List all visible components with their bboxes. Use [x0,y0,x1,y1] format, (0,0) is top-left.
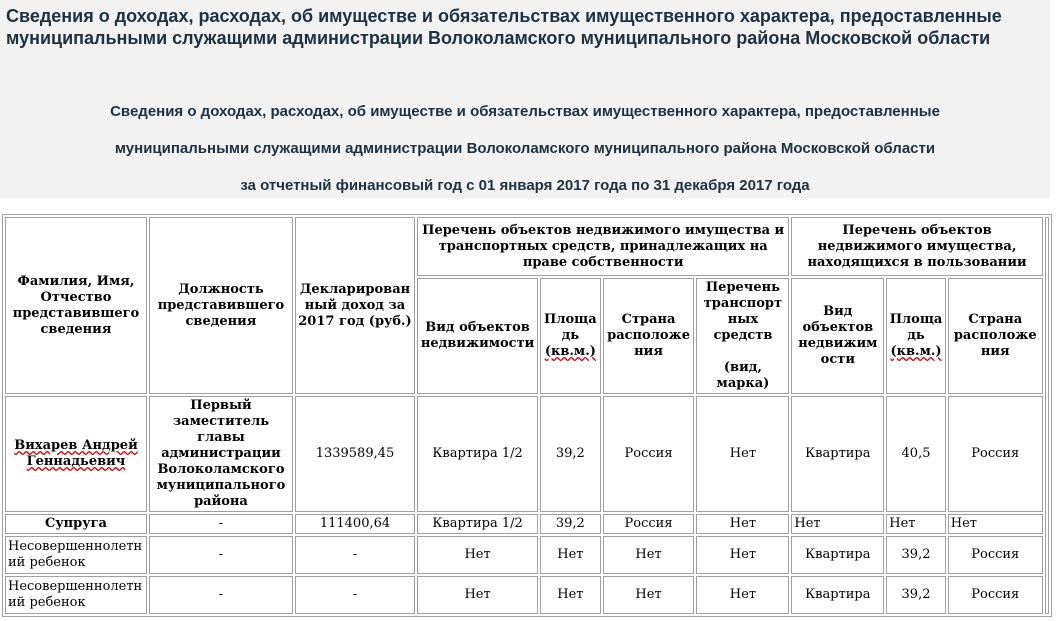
cell-owned-type: Нет [417,576,538,614]
header-owned-country: Страна расположения [603,278,695,394]
table-row [5,536,1049,574]
cell-used-area: 39,2 [886,576,945,614]
cell-owned-area: Нет [540,576,601,614]
page-title: Сведения о доходах, расходах, об имуществе и обязательствах имущественного характера, предоставленные муниципальными служащими администрации Волоколамского муниципального района Московской области [6,6,1002,48]
header-position: Должность представившего сведения [149,217,293,394]
header-row-1 [5,217,1049,276]
cell-used-country: Нет [948,514,1043,534]
cell-vehicles: Нет [696,536,789,574]
cell-name: Несовершеннолетний ребенок [5,576,147,614]
header-income: Декларированный доход за 2017 год (руб.) [295,217,415,394]
cell-income: - [295,576,415,614]
cell-position: - [149,514,293,534]
cell-owned-area: 39,2 [540,396,601,512]
cell-owned-type: Нет [417,536,538,574]
cell-used-type: Квартира [791,536,884,574]
subtitle-line-1: Сведения о доходах, расходах, об имуществе и обязательствах имущественного характера, предоставленные [110,103,940,120]
cell-used-country: Россия [948,396,1043,512]
cell-owned-country: Нет [603,576,695,614]
cell-owned-type: Квартира 1/2 [417,514,538,534]
cell-vehicles: Нет [696,396,789,512]
cell-name: Вихарев Андрей Геннадьевич [5,396,147,512]
subtitle-line-2: муниципальными служащими администрации Волоколамского муниципального района Московской области [114,140,936,157]
cell-vehicles: Нет [696,576,789,614]
cell-name: Несовершеннолетний ребенок [5,536,147,574]
cell-position: Первый заместитель главы администрации Волоколамского муниципального района [149,396,293,512]
header-used-group: Перечень объектов недвижимого имущества, находящихся в пользовании [791,217,1042,276]
page-header [0,0,1050,198]
header-used-type: Вид объектов недвижимости [791,278,884,394]
cell-owned-country: Россия [603,514,695,534]
header-used-area: Площадь (кв.м.) [886,278,945,394]
cell-owned-country: Нет [603,536,695,574]
header-name: Фамилия, Имя, Отчество представившего сведения [5,217,147,394]
subtitle-line-3: за отчетный финансовый год с 01 января 2017 года по 31 декабря 2017 года [240,177,810,194]
cell-used-type: Квартира [791,576,884,614]
table-row [5,576,1049,614]
cell-owned-type: Квартира 1/2 [417,396,538,512]
cell-owned-country: Россия [603,396,695,512]
cell-used-country: Россия [948,536,1043,574]
cell-name: Супруга [5,514,147,534]
cell-used-area: 40,5 [886,396,945,512]
table-edge [1045,217,1049,614]
header-vehicles: Перечень транспортных средств (вид, марка) [696,278,789,394]
header-owned-group: Перечень объектов недвижимого имущества и транспортных средств, принадлежащих на праве собственности [417,217,789,276]
declarations-table [2,214,1052,617]
cell-owned-area: Нет [540,536,601,574]
cell-owned-area: 39,2 [540,514,601,534]
table-row [5,396,1049,512]
cell-used-country: Россия [948,576,1043,614]
cell-position: - [149,536,293,574]
cell-income: 111400,64 [295,514,415,534]
header-used-country: Страна расположения [948,278,1043,394]
cell-position: - [149,576,293,614]
cell-used-type: Нет [791,514,884,534]
table-row [5,514,1049,534]
cell-used-type: Квартира [791,396,884,512]
cell-income: 1339589,45 [295,396,415,512]
cell-used-area: Нет [886,514,945,534]
header-owned-area: Площадь (кв.м.) [540,278,601,394]
header-owned-type: Вид объектов недвижимости [417,278,538,394]
cell-used-area: 39,2 [886,536,945,574]
cell-income: - [295,536,415,574]
cell-vehicles: Нет [696,514,789,534]
